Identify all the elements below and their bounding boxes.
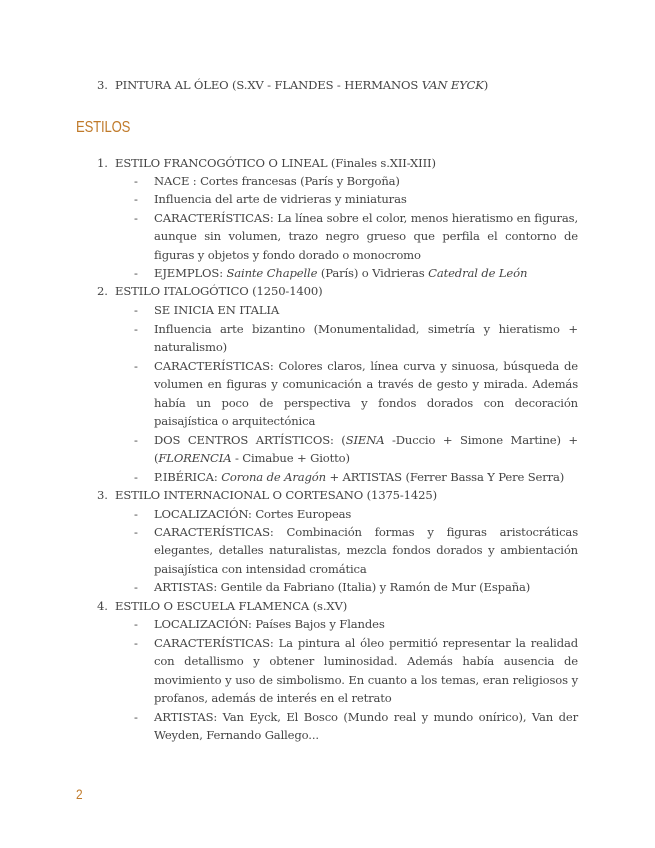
- bullet-text: ARTISTAS: Van Eyck, El Bosco (Mundo real y mundo onírico), Van der Weyden, Fernando Gallego...: [154, 710, 578, 743]
- bullet-text: CARACTERÍSTICAS: Colores claros, línea curva y sinuosa, búsqueda de volumen en figuras y comunicación a través de gesto y mirada. Además había un poco de perspectiva y fondos dorados con decoración paisajística o arquitectónica: [154, 359, 578, 429]
- style-title: ESTILO ITALOGÓTICO (1250-1400): [115, 284, 323, 298]
- list-number: 4.: [97, 599, 108, 613]
- bullet-dash: -: [134, 525, 138, 539]
- page-number: 2: [76, 786, 83, 802]
- style-title: ESTILO O ESCUELA FLAMENCA (s.XV): [115, 599, 348, 613]
- item-italic-text: Sainte Chapelle: [226, 266, 318, 280]
- bullet-text: CARACTERÍSTICAS: Combinación formas y figuras aristocráticas elegantes, detalles naturalistas, mezcla fondos dorados y ambientación paisajística con intensidad cromática: [154, 525, 578, 576]
- bullet-dash: -: [134, 470, 138, 484]
- bullet-dash: -: [134, 636, 138, 650]
- item-italic-text: Catedral de León: [428, 266, 528, 280]
- list-number: 2.: [97, 284, 108, 298]
- bullet-dash: -: [134, 359, 138, 373]
- bullet-dash: -: [134, 174, 138, 188]
- section-heading: ESTILOS: [76, 119, 131, 136]
- bullet-dash: -: [134, 617, 138, 631]
- bullet-dash: -: [134, 580, 138, 594]
- item-text: EJEMPLOS:: [154, 266, 227, 280]
- item-italic-text: SIENA: [345, 433, 385, 447]
- bullet-dash: -: [134, 211, 138, 225]
- bullet-dash: -: [134, 303, 138, 317]
- bullet-text: [154, 431, 578, 468]
- item-italic-text: FLORENCIA: [158, 451, 232, 466]
- bullet-text: [154, 468, 564, 486]
- list-item-oleo: [115, 76, 488, 94]
- bullet-text: Influencia del arte de vidrieras y miniaturas: [154, 192, 407, 206]
- item-text: P.IBÉRICA:: [154, 470, 222, 484]
- item-italic-text: VAN EYCK: [421, 78, 484, 92]
- list-number: 3.: [97, 78, 108, 92]
- item-text: ): [483, 78, 489, 92]
- bullet-text: CARACTERÍSTICAS: La línea sobre el color, menos hieratismo en figuras, aunque sin volumen, trazo negro grueso que perfila el contorno de figuras y objetos y fondo dorado o monocromo: [154, 211, 578, 262]
- bullet-dash: -: [134, 322, 138, 336]
- bullet-text: ARTISTAS: Gentile da Fabriano (Italia) y Ramón de Mur (España): [154, 580, 531, 594]
- style-title: ESTILO INTERNACIONAL O CORTESANO (1375-1425): [115, 488, 437, 502]
- bullet-text: NACE : Cortes francesas (París y Borgoña): [154, 174, 400, 188]
- item-text: + ARTISTAS (Ferrer Bassa Y Pere Serra): [325, 470, 565, 484]
- item-italic-text: Corona de Aragón: [221, 470, 326, 484]
- bullet-text: LOCALIZACIÓN: Países Bajos y Flandes: [154, 617, 385, 631]
- item-text: PINTURA AL ÓLEO (S.XV - FLANDES - HERMANOS: [115, 78, 422, 92]
- item-text: - Cimabue + Giotto): [231, 451, 350, 466]
- bullet-dash: -: [134, 433, 138, 447]
- bullet-dash: -: [134, 192, 138, 206]
- bullet-dash: -: [134, 266, 138, 280]
- item-text: -Duccio + Simone Martine) + (: [154, 433, 578, 466]
- bullet-text: CARACTERÍSTICAS: La pintura al óleo permitió representar la realidad con detallismo y obtener luminosidad. Además había ausencia de movimiento y uso de simbolismo. En cuanto a los temas, eran religiosos y profanos, además de interés en el retrato: [154, 636, 578, 706]
- bullet-dash: -: [134, 507, 138, 521]
- bullet-text: SE INICIA EN ITALIA: [154, 303, 280, 317]
- bullet-text: Influencia arte bizantino (Monumentalidad, simetría y hieratismo + naturalismo): [154, 322, 578, 355]
- style-title: ESTILO FRANCOGÓTICO O LINEAL (Finales s.XII-XIII): [115, 156, 436, 170]
- item-text: (París) o Vidrieras: [317, 266, 429, 280]
- bullet-text: [154, 264, 527, 282]
- list-number: 3.: [97, 488, 108, 502]
- bullet-dash: -: [134, 710, 138, 724]
- bullet-text: LOCALIZACIÓN: Cortes Europeas: [154, 507, 352, 521]
- item-text: DOS CENTROS ARTÍSTICOS: (: [154, 433, 346, 447]
- list-number: 1.: [97, 156, 108, 170]
